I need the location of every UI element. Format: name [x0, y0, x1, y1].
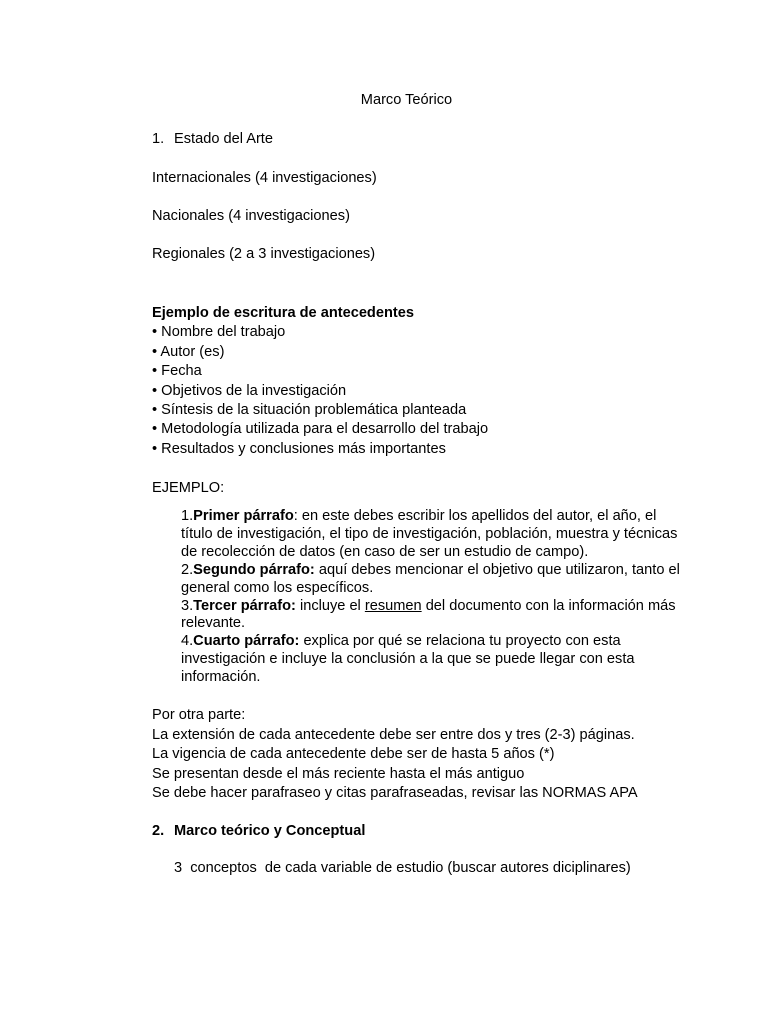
example-paragraph-4: 4.Cuarto párrafo: explica por qué se relaciona tu proyecto con esta investigación e incluye la conclusión a la que se puede llegar con esta información.: [181, 633, 635, 686]
example-paragraphs: [181, 508, 681, 687]
section-2-title: Marco teórico y Conceptual: [174, 823, 366, 839]
concepts-line: 3 conceptos de cada variable de estudio (buscar autores diciplinares): [174, 860, 631, 876]
category-regional: Regionales (2 a 3 investigaciones): [152, 246, 376, 262]
note-line: La extensión de cada antecedente debe ser entre dos y tres (2-3) páginas.: [152, 726, 635, 743]
note-line: La vigencia de cada antecedente debe ser de hasta 5 años (*): [152, 746, 555, 762]
list-item: • Fecha: [152, 363, 202, 380]
antecedentes-list: [152, 304, 488, 459]
note-line: Por otra parte:: [152, 707, 246, 723]
section-2-heading: [152, 822, 365, 840]
list-item: • Objetivos de la investigación: [152, 382, 347, 399]
example-paragraph-2: 2.Segundo párrafo: aquí debes mencionar el objetivo que utilizaron, tanto el general como los específicos.: [181, 561, 680, 596]
list-item: • Nombre del trabajo: [152, 324, 286, 341]
category-national: Nacionales (4 investigaciones): [152, 208, 350, 224]
example-paragraph-1: 1.Primer párrafo: en este debes escribir los apellidos del autor, el año, el título de investigación, el tipo de investigación, población, muestra y técnicas de recolección de datos (en caso de ser un estudio de campo).: [181, 508, 678, 560]
page-title: Marco Teórico: [360, 92, 453, 108]
note-line: Se debe hacer parafraseo y citas parafraseadas, revisar las NORMAS APA: [152, 785, 638, 801]
example-label: EJEMPLO:: [152, 480, 225, 496]
section-1-number: 1.: [152, 131, 165, 147]
note-line: Se presentan desde el más reciente hasta el más antiguo: [152, 765, 525, 782]
section-2-number: 2.: [152, 823, 165, 839]
example-paragraph-3: 3.Tercer párrafo: incluye el resumen del documento con la información más relevante.: [181, 597, 676, 632]
section-1-title: Estado del Arte: [174, 131, 273, 147]
list-item: • Autor (es): [152, 343, 225, 360]
section-1-heading: [152, 130, 273, 148]
antecedentes-heading: Ejemplo de escritura de antecedentes: [152, 305, 414, 321]
list-item: • Síntesis de la situación problemática planteada: [152, 402, 467, 419]
category-international: Internacionales (4 investigaciones): [152, 170, 377, 186]
underlined-word: resumen: [364, 597, 422, 614]
list-item: • Metodología utilizada para el desarrollo del trabajo: [152, 421, 489, 438]
other-notes: [152, 706, 638, 804]
list-item: • Resultados y conclusiones más importantes: [152, 440, 446, 457]
